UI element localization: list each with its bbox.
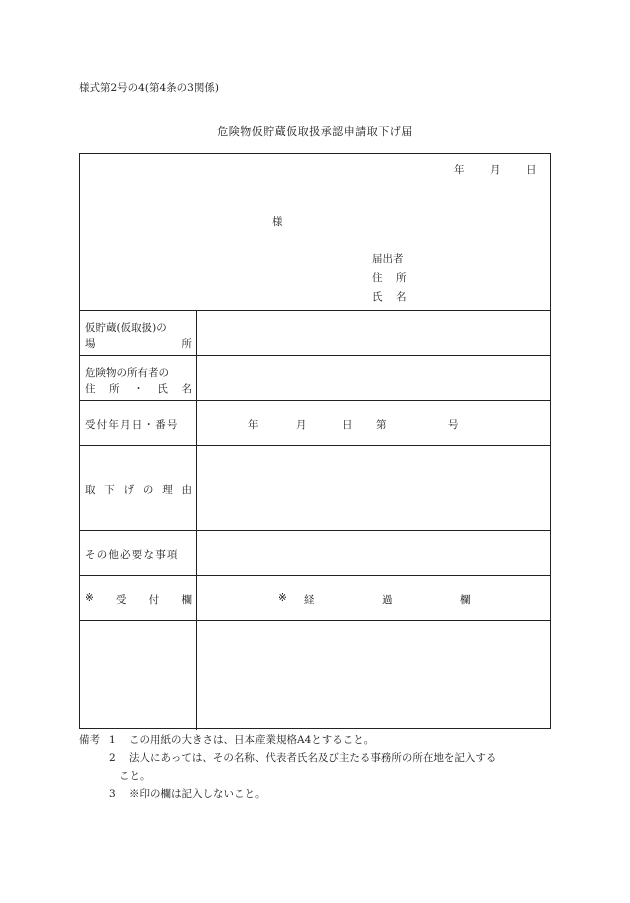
- name-label-2: 名: [396, 291, 407, 303]
- receipt-month: 月: [296, 419, 307, 431]
- remarks-heading: 備考: [79, 734, 100, 746]
- row-divider: [80, 620, 550, 621]
- withdrawal-reason-label: 取 下 げ の 理 由: [85, 484, 192, 496]
- date-day: 日: [526, 164, 537, 176]
- progress-column-char-1: 経: [304, 594, 315, 606]
- owner-label-line2: 住 所 ・ 氏 名: [85, 383, 192, 395]
- date-year: 年: [454, 164, 465, 176]
- remark-text: この用紙の大きさは、日本産業規格A4とすること。: [129, 734, 375, 746]
- row-divider: [80, 400, 550, 401]
- addressee-honorific: 様: [272, 216, 283, 228]
- progress-column-asterisk: ※: [278, 592, 287, 604]
- receipt-number-prefix: 第: [376, 419, 387, 431]
- column-divider: [196, 310, 197, 730]
- location-label-line2: 場 所: [85, 338, 192, 350]
- progress-column-char-2: 過: [382, 594, 393, 606]
- receipt-day: 日: [342, 419, 353, 431]
- form-number: 様式第2号の4(第4条の3関係): [79, 82, 219, 94]
- document-title: 危険物仮貯蔵仮取扱承認申請取下げ届: [217, 125, 413, 138]
- remark-continuation: こと。: [119, 770, 151, 782]
- location-label: 仮貯蔵(仮取扱)の: [85, 322, 167, 334]
- receipt-number-suffix: 号: [448, 419, 459, 431]
- remark-number: 1: [109, 734, 116, 746]
- applicant-label: 届出者: [372, 253, 404, 265]
- reception-column-label: ※ 受 付 欄: [85, 592, 192, 606]
- form-table: [79, 153, 551, 729]
- progress-column-char-3: 欄: [460, 594, 471, 606]
- remark-number: 2: [109, 752, 116, 764]
- address-label-2: 所: [396, 272, 407, 284]
- name-label-1: 氏: [372, 291, 383, 303]
- remark-text: 法人にあっては、その名称、代表者氏名及び主たる事務所の所在地を記入する: [129, 752, 497, 764]
- remark-number: 3: [109, 788, 116, 800]
- address-label-1: 住: [372, 272, 383, 284]
- row-divider: [80, 530, 550, 531]
- date-month: 月: [490, 164, 501, 176]
- row-divider: [80, 445, 550, 446]
- receipt-year: 年: [248, 419, 259, 431]
- receipt-date-label: 受付年月日・番号: [85, 419, 179, 431]
- row-divider: [80, 310, 550, 311]
- row-divider: [80, 575, 550, 576]
- owner-label: 危険物の所有者の: [85, 367, 169, 379]
- row-divider: [80, 355, 550, 356]
- remarks: [79, 731, 496, 803]
- other-matters-label: その他必要な事項: [85, 549, 179, 561]
- remark-text: ※印の欄は記入しないこと。: [129, 788, 266, 800]
